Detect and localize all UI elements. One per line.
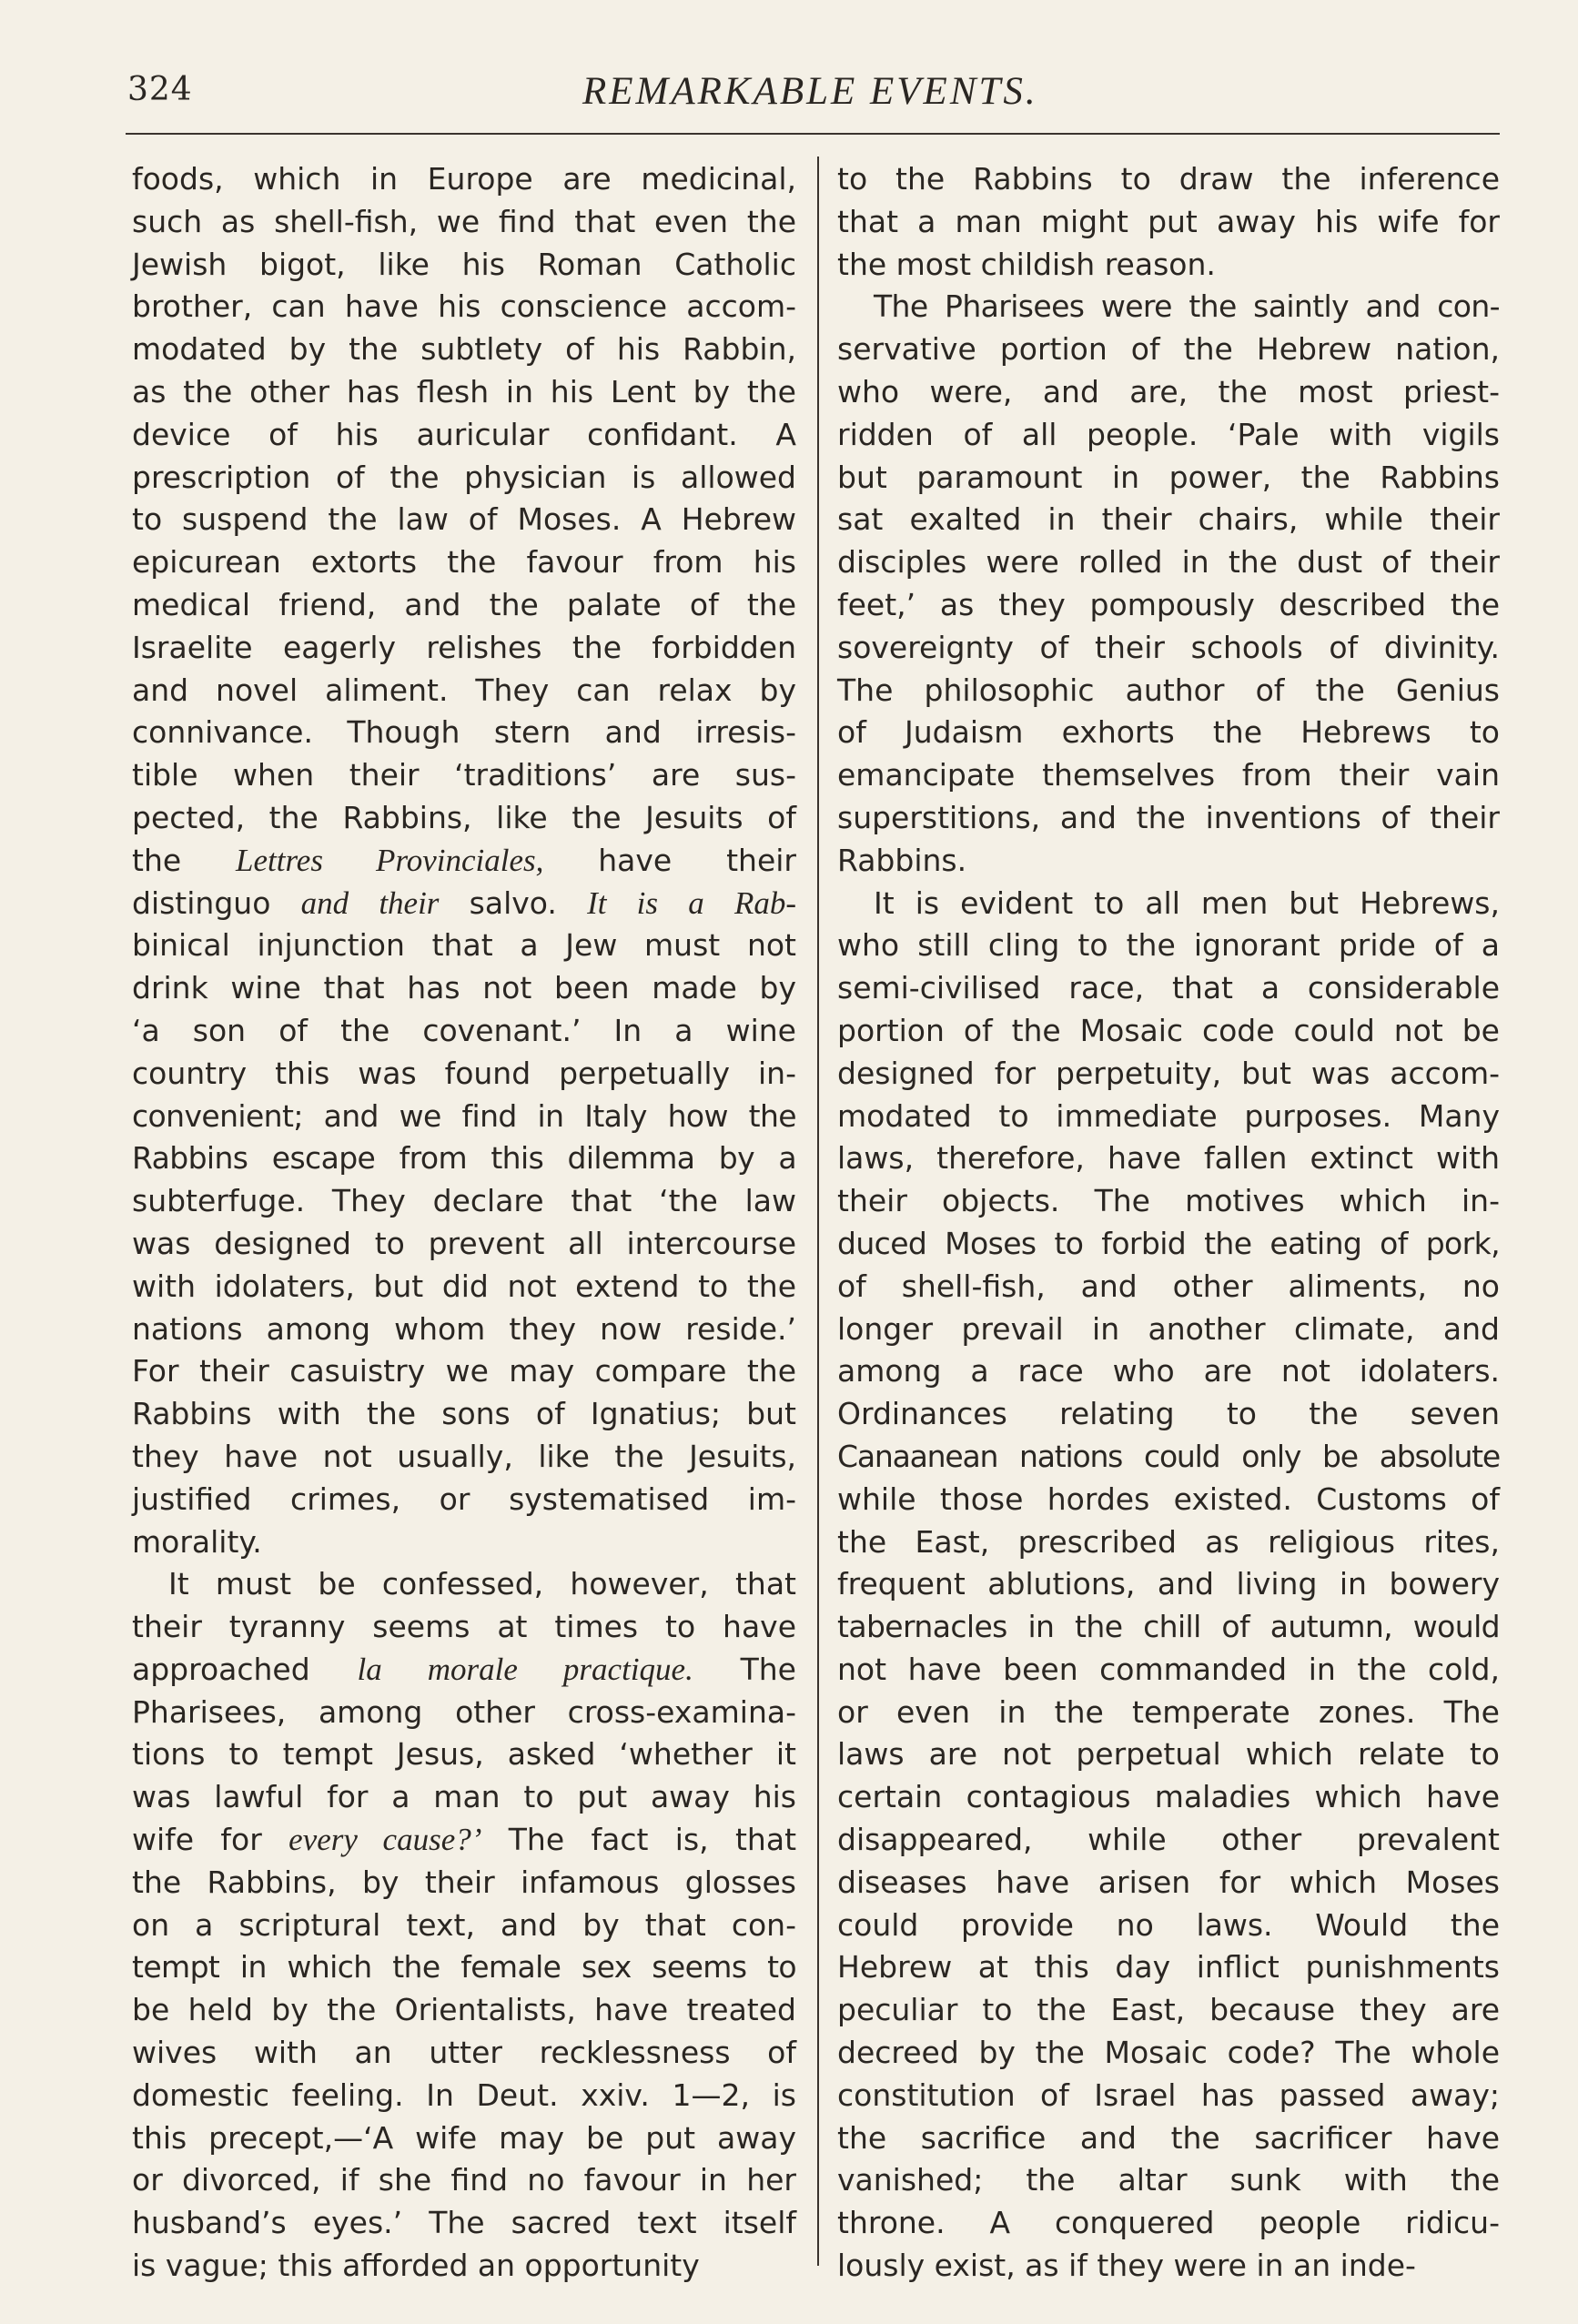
text-line: that a man might put away his wife for: [837, 203, 1500, 239]
text-line: of shell-fish, and other aliments, no: [837, 1268, 1500, 1304]
text-line: Jewish bigot, like his Roman Catholic: [132, 246, 796, 282]
text-line: among a race who are not idolaters.: [837, 1353, 1500, 1389]
text-line: peculiar to the East, because they are: [837, 1992, 1500, 2028]
text-line: portion of the Mosaic code could not be: [837, 1012, 1500, 1048]
text-line: with idolaters, but did not extend to the: [132, 1268, 796, 1304]
text-line: of Judaism exhorts the Hebrews to: [837, 714, 1500, 751]
text-line: Rabbins with the sons of Ignatius; but: [132, 1396, 796, 1432]
left-column: [132, 158, 796, 2288]
text-line: the sacrifice and the sacrificer have: [837, 2119, 1500, 2156]
text-line: Rabbins escape from this dilemma by a: [132, 1140, 796, 1177]
text-segment: distinguo: [132, 884, 271, 921]
text-line: [132, 1819, 796, 1862]
text-line: was lawful for a man to put away his: [132, 1779, 796, 1815]
text-line: domestic feeling. In Deut. xxiv. 1—2, is: [132, 2076, 796, 2113]
text-line: who were, and are, the most priest-: [837, 373, 1500, 409]
text-line: Rabbins.: [837, 842, 967, 878]
text-line: morality.: [132, 1523, 262, 1560]
text-line: prescription of the physician is allowed: [132, 459, 796, 495]
text-line: [132, 883, 796, 925]
text-line: but paramount in power, the Rabbins: [837, 459, 1500, 495]
text-line: servative portion of the Hebrew nation,: [837, 331, 1500, 368]
text-line: throne. A conquered people ridicu-: [837, 2205, 1500, 2241]
text-line: as the other has flesh in his Lent by the: [132, 373, 796, 409]
italic-phrase: It is a Rab-: [556, 884, 796, 921]
text-line: to the Rabbins to draw the inference: [837, 161, 1500, 197]
text-line: [132, 1649, 796, 1692]
text-line: semi-civilised race, that a considerable: [837, 970, 1500, 1006]
text-line: their tyranny seems at times to have: [132, 1609, 796, 1645]
text-line: [132, 840, 796, 883]
italic-phrase: Lettres Provinciales,: [236, 842, 544, 878]
text-segment: The: [693, 1651, 796, 1687]
text-line: It must be confessed, however, that: [168, 1566, 796, 1602]
text-line: foods, which in Europe are medicinal,: [132, 161, 796, 197]
text-line: pected, the Rabbins, like the Jesuits of: [132, 799, 796, 835]
italic-phrase: every cause?’: [288, 1822, 482, 1858]
text-line: their objects. The motives which in-: [837, 1183, 1500, 1219]
text-line: diseases have arisen for which Moses: [837, 1864, 1500, 1900]
text-line: duced Moses to forbid the eating of pork,: [837, 1225, 1500, 1261]
text-line: medical friend, and the palate of the: [132, 586, 796, 622]
text-line: justified crimes, or systematised im-: [132, 1480, 796, 1517]
text-line: Canaanean nations could only be absolute: [837, 1438, 1500, 1474]
text-line: The philosophic author of the Genius: [837, 672, 1500, 708]
text-line: ridden of all people. ‘Pale with vigils: [837, 416, 1500, 452]
text-line: they have not usually, like the Jesuits,: [132, 1438, 796, 1474]
text-line: modated by the subtlety of his Rabbin,: [132, 331, 796, 368]
text-line: country this was found perpetually in-: [132, 1055, 796, 1091]
text-line: disappeared, while other prevalent: [837, 1822, 1500, 1858]
text-line: not have been commanded in the cold,: [837, 1651, 1500, 1687]
text-line: The Pharisees were the saintly and con-: [874, 288, 1500, 325]
text-line: was designed to prevent all intercourse: [132, 1225, 796, 1261]
text-line: wives with an utter recklessness of: [132, 2035, 796, 2071]
text-line: superstitions, and the inventions of their: [837, 799, 1500, 835]
text-line: who still cling to the ignorant pride of a: [837, 927, 1500, 964]
text-segment: wife for: [132, 1822, 289, 1858]
text-line: drink wine that has not been made by: [132, 970, 796, 1006]
text-segment: approached: [132, 1651, 358, 1687]
text-line: epicurean extorts the favour from his: [132, 544, 796, 581]
text-line: to suspend the law of Moses. A Hebrew: [132, 501, 796, 538]
text-line: Israelite eagerly relishes the forbidden: [132, 629, 796, 665]
text-line: subterfuge. They declare that ‘the law: [132, 1183, 796, 1219]
text-line: tible when their ‘traditions’ are sus-: [132, 757, 796, 793]
text-line: connivance. Though stern and irresis-: [132, 714, 796, 751]
text-line: emancipate themselves from their vain: [837, 757, 1500, 793]
right-column: [837, 158, 1500, 2288]
text-line: such as shell-fish, we find that even the: [132, 203, 796, 239]
text-line: It is evident to all men but Hebrews,: [874, 884, 1500, 921]
text-line: convenient; and we find in Italy how the: [132, 1097, 796, 1134]
text-line: constitution of Israel has passed away;: [837, 2076, 1500, 2113]
text-line: laws, therefore, have fallen extinct with: [837, 1140, 1500, 1177]
text-line: sovereignty of their schools of divinity.: [837, 629, 1500, 665]
text-line: binical injunction that a Jew must not: [132, 927, 796, 964]
text-line: For their casuistry we may compare the: [132, 1353, 796, 1389]
text-line: husband’s eyes.’ The sacred text itself: [132, 2205, 796, 2241]
text-line: tempt in which the female sex seems to: [132, 1949, 796, 1986]
text-line: brother, can have his conscience accom-: [132, 288, 796, 325]
text-line: the Rabbins, by their infamous glosses: [132, 1864, 796, 1900]
text-segment: The fact is, that: [481, 1822, 797, 1858]
italic-phrase: la morale practique.: [357, 1651, 693, 1687]
text-line: is vague; this afforded an opportunity: [132, 2248, 700, 2284]
text-line: the most childish reason.: [837, 246, 1216, 282]
text-line: designed for perpetuity, but was accom-: [837, 1055, 1500, 1091]
text-line: vanished; the altar sunk with the: [837, 2162, 1500, 2198]
text-line: Ordinances relating to the seven: [837, 1396, 1500, 1432]
text-line: frequent ablutions, and living in bowery: [837, 1566, 1500, 1602]
text-line: modated to immediate purposes. Many: [837, 1097, 1500, 1134]
text-line: disciples were rolled in the dust of their: [837, 544, 1500, 581]
text-line: longer prevail in another climate, and: [837, 1310, 1500, 1347]
page-number: 324: [127, 71, 193, 108]
text-line: while those hordes existed. Customs of: [837, 1480, 1500, 1517]
text-line: tions to tempt Jesus, asked ‘whether it: [132, 1736, 796, 1773]
text-line: this precept,—‘A wife may be put away: [132, 2119, 796, 2156]
text-line: tabernacles in the chill of autumn, would: [837, 1609, 1500, 1645]
text-line: and novel aliment. They can relax by: [132, 672, 796, 708]
text-line: or even in the temperate zones. The: [837, 1693, 1500, 1730]
text-line: or divorced, if she find no favour in her: [132, 2162, 796, 2198]
text-line: decreed by the Mosaic code? The whole: [837, 2035, 1500, 2071]
running-head: REMARKABLE EVENTS.: [582, 70, 1038, 113]
text-line: laws are not perpetual which relate to: [837, 1736, 1500, 1773]
text-segment: the: [132, 842, 237, 878]
text-line: Pharisees, among other cross-examina-: [132, 1693, 796, 1730]
text-line: sat exalted in their chairs, while their: [837, 501, 1500, 538]
text-line: feet,’ as they pompously described the: [837, 586, 1500, 622]
column-rule: [817, 157, 819, 2266]
text-segment: salvo.: [469, 884, 557, 921]
text-line: ‘a son of the covenant.’ In a wine: [132, 1012, 796, 1048]
text-segment: have their: [543, 842, 796, 878]
text-line: certain contagious maladies which have: [837, 1779, 1500, 1815]
italic-phrase: and their: [270, 884, 470, 921]
text-line: device of his auricular confidant. A: [132, 416, 796, 452]
text-line: lously exist, as if they were in an inde-: [837, 2248, 1416, 2284]
text-line: nations among whom they now reside.’: [132, 1310, 796, 1347]
text-line: on a scriptural text, and by that con-: [132, 1906, 796, 1943]
text-line: Hebrew at this day inflict punishments: [837, 1949, 1500, 1986]
header-rule: [126, 133, 1500, 135]
text-line: be held by the Orientalists, have treated: [132, 1992, 796, 2028]
text-line: could provide no laws. Would the: [837, 1906, 1500, 1943]
text-line: the East, prescribed as religious rites,: [837, 1523, 1500, 1560]
